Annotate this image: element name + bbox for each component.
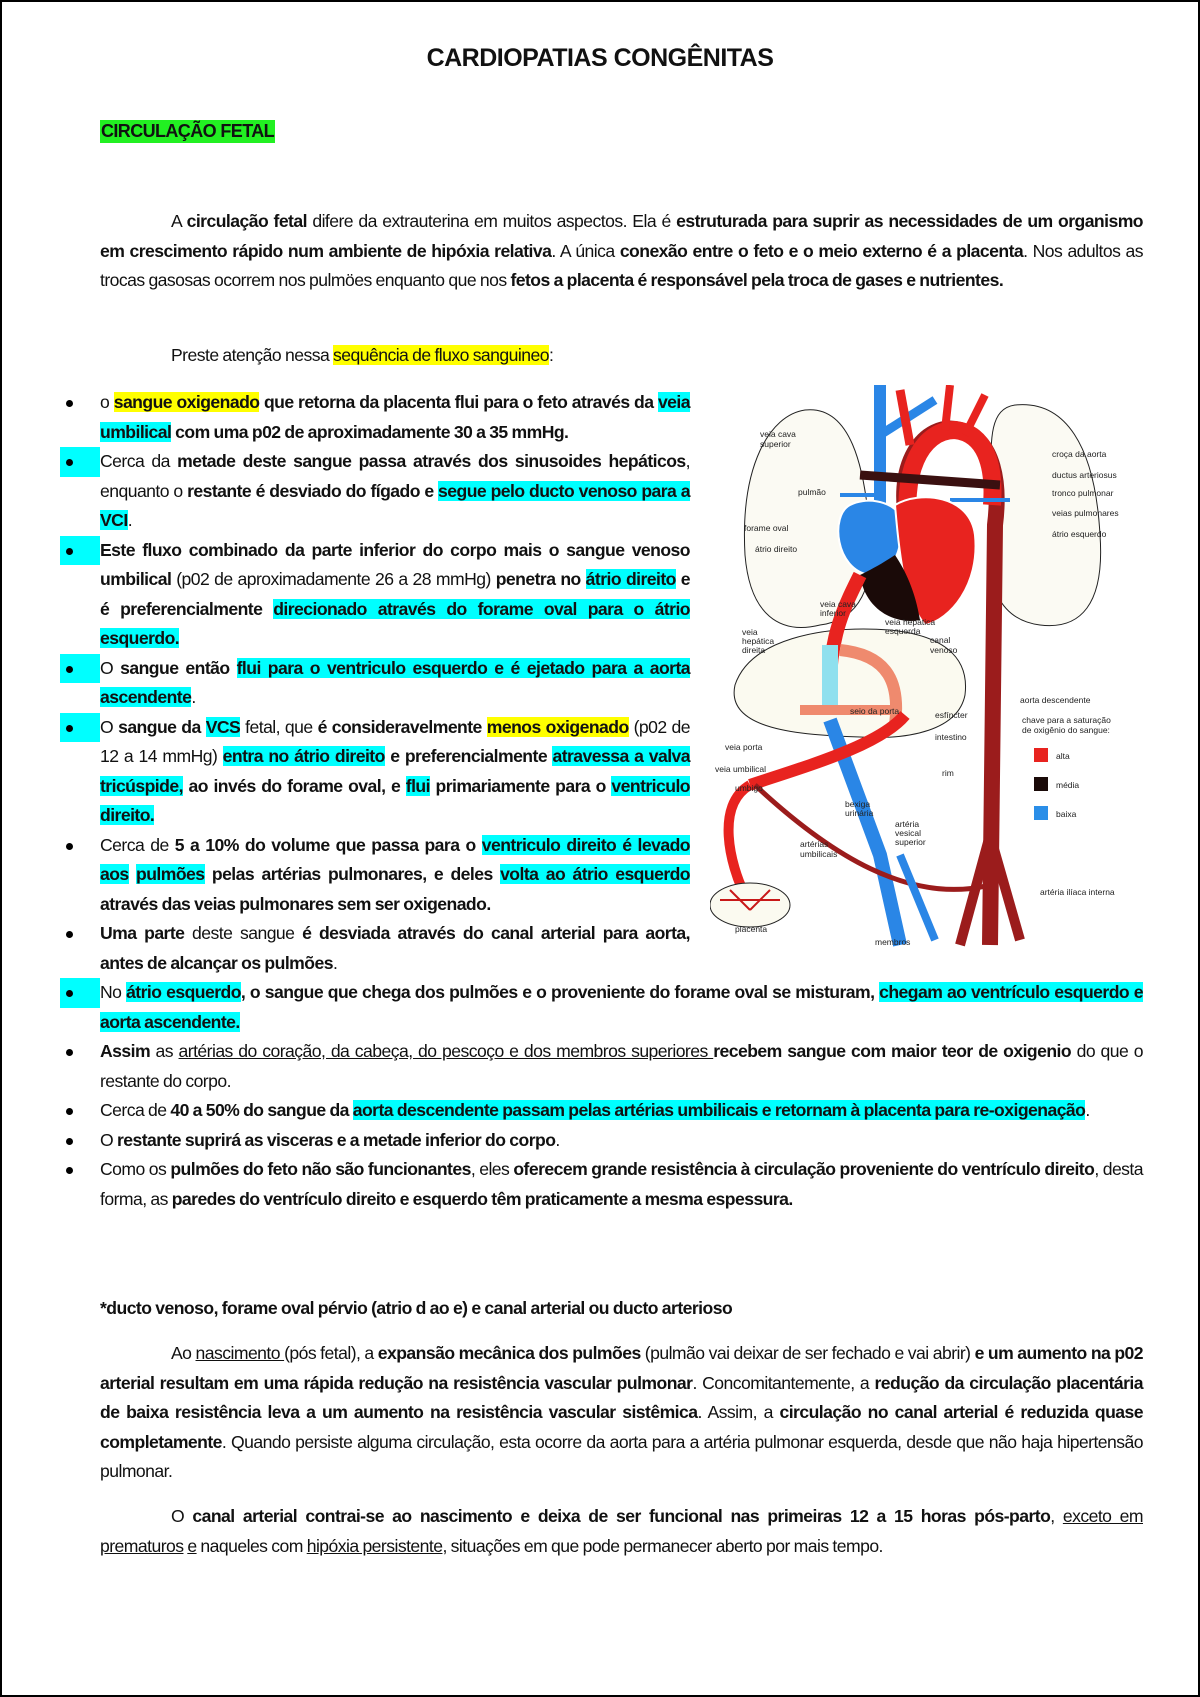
label-veia-cava-inferior: inferior [820, 608, 846, 618]
label-arterias-umbilicais: umbilicais [800, 849, 838, 859]
label-rim: rim [942, 768, 954, 778]
text-bold: com uma p02 de aproximadamente 30 a 35 mmHg. [171, 421, 569, 442]
text: as [150, 1041, 179, 1061]
label-canal-venoso: venoso [930, 645, 958, 655]
text: , desta forma, as [100, 1159, 1144, 1209]
label-veia-cava-superior: superior [760, 439, 791, 449]
text: fetal, que [240, 716, 318, 737]
bullet-icon [60, 1037, 100, 1067]
text: , enquanto o [100, 451, 690, 501]
label-veia-hepatica-direita: direita [742, 645, 766, 655]
label-tronco-pulmonar: tronco pulmonar [1052, 488, 1114, 498]
bullet-icon [60, 978, 100, 1008]
bullet-icon [60, 919, 100, 949]
text: , eles [470, 1159, 514, 1179]
text-bold: ao invés do forame oval, e [182, 775, 406, 796]
highlight-cyan: veia umbilical [100, 392, 690, 442]
text-bold: que retorna da placenta flui para o feto através da [259, 392, 658, 412]
label-veia-hepatica-esquerda: veia hepática [885, 617, 936, 627]
birth-paragraph [100, 1339, 1143, 1487]
text-bold: paredes do ventrículo direito e esquerdo têm praticamente a mesma espessura. [171, 1188, 793, 1209]
legend-title: de oxigênio do sangue: [1022, 725, 1110, 735]
highlight-cyan: segue pelo ducto venoso para a VCI [100, 480, 690, 530]
text-bold [129, 864, 136, 884]
text: A [171, 211, 187, 231]
label-arterias-umbilicais: artérias [800, 839, 829, 849]
text-bold: conexão entre o feto e o meio externo é a placenta [619, 240, 1024, 261]
label-veia-hepatica-direita: veia [742, 627, 758, 637]
text-bold: pelas artérias pulmonares, e deles [204, 864, 501, 884]
text-bold: e preferencialmente [384, 746, 553, 766]
legend-swatch-high [1034, 748, 1048, 762]
bullet-icon [60, 388, 100, 418]
label-intestino: intestino [935, 732, 967, 742]
highlight-yellow: menos oxigenado [486, 716, 629, 737]
label-forame-oval: forame oval [744, 523, 789, 533]
text-bold: fetos a placenta é responsável pela troca de gases e nutrientes. [510, 270, 1004, 290]
text: (p02 de aproximadamente 26 a 28 mmHg) [171, 569, 496, 589]
text-bold: sangue então [120, 657, 237, 678]
text: . [555, 1129, 560, 1150]
text-bold: 5 a 10% do volume que passa para o [174, 834, 482, 855]
text: O [100, 657, 121, 678]
label-arteria-vesical-superior: artéria [895, 819, 920, 829]
highlight-cyan: ventriculo direito. [100, 775, 690, 825]
text-bold: recebem sangue com maior teor de oxigenio [713, 1041, 1072, 1061]
bullet-icon [60, 447, 100, 477]
label-veias-pulmonares: veias pulmonares [1052, 508, 1119, 518]
text: . Nos adultos as trocas gasosas ocorrem nos pulmöes enquanto que nos [100, 240, 1143, 290]
bullet-icon [60, 713, 100, 743]
umbilical-cord [729, 785, 750, 895]
label-atrio-esquerdo: átrio esquerdo [1052, 529, 1107, 539]
text: , situações em que pode permanecer aberto por mais tempo. [442, 1535, 883, 1556]
label-arteria-vesical-superior: superior [895, 837, 926, 847]
legend-swatch-low [1034, 806, 1048, 820]
text: naqueles com [196, 1535, 307, 1556]
text-bold: sangue da [118, 716, 206, 737]
highlight-cyan: pulmões [136, 864, 205, 884]
oxygen-legend [1034, 748, 1079, 820]
text-bold: através das veias pulmonares sem ser oxigenado. [100, 893, 491, 914]
text-bold: restante é desviado do fígado e [187, 480, 439, 501]
aorta-branch-2 [945, 385, 950, 430]
text: . Assim, a [697, 1402, 780, 1422]
text: (pulmão vai deixar de ser fechado e vai abrir) [640, 1343, 975, 1363]
text: . [1085, 1100, 1090, 1120]
label-canal-venoso: canal [930, 635, 951, 645]
text-bold: metade deste sangue passa através dos sinusoides hepáticos [177, 451, 686, 471]
text-bold: Este fluxo combinado da parte inferior do corpo mais o sangue venoso umbilical [100, 539, 690, 589]
text: deste sangue [184, 923, 303, 943]
label-veia-hepatica-direita: hepática [742, 636, 775, 646]
list-item [0, 1126, 1143, 1156]
legend-label-high: alta [1056, 751, 1070, 761]
text: Preste atenção nessa [171, 345, 334, 365]
text: . [332, 952, 338, 973]
text: . Concomitantemente, a [692, 1372, 875, 1393]
text-bold: Assim [100, 1041, 151, 1061]
text-underlined: exceto em prematuros [100, 1506, 1143, 1556]
highlight-cyan: VCS [205, 716, 241, 737]
label-veia-porta: veia porta [725, 742, 763, 752]
text: do que o restante do corpo. [100, 1041, 1143, 1091]
text: . A única [551, 240, 620, 261]
list-item [0, 1037, 1143, 1096]
text: Cerca de [100, 834, 175, 855]
legend-swatch-medium [1034, 777, 1048, 791]
intro-paragraph [100, 207, 1143, 296]
text-bold: primariamente para o [429, 775, 612, 796]
note-text: *ducto venoso, forame oval pérvio (atrio d ao e) e canal arterial ou ducto arterioso [100, 1298, 733, 1318]
highlight-cyan: átrio esquerdo [126, 982, 241, 1002]
label-esfincter: esfíncter [935, 710, 968, 720]
label-umbigo: umbigo [735, 783, 763, 793]
highlight-cyan: átrio direito [585, 569, 676, 589]
list-item [0, 447, 690, 536]
text-bold: expansão mecânica dos pulmões [377, 1343, 641, 1363]
text: O [171, 1506, 193, 1526]
label-bexiga-urinaria: urinária [845, 808, 874, 818]
text-bold: estruturada para suprir as necessidades de um organismo em crescimento rápido num ambiente de hipóxia relativa [100, 211, 1143, 261]
bullet-icon [60, 536, 100, 566]
bullet-icon [60, 831, 100, 861]
list-item [0, 388, 690, 447]
label-veia-umbilical: veia umbilical [715, 764, 767, 774]
text-bold: é consideravelmente [317, 716, 487, 737]
aorta-branch-1 [900, 390, 910, 445]
highlight-yellow: sangue oxigenado [113, 392, 260, 412]
label-veia-hepatica-esquerda: esquerda [885, 626, 921, 636]
label-arteria-vesical-superior: vesical [895, 828, 921, 838]
text: , [1050, 1506, 1063, 1526]
label-atrio-direito: átrio direito [755, 544, 798, 554]
text-underlined: e [187, 1535, 197, 1556]
label-seio-da-porta: seio da porta [850, 706, 900, 716]
list-item [0, 978, 1143, 1037]
list-item [0, 831, 690, 920]
highlight-cyan: flui [405, 775, 430, 796]
text-bold: é desviada através do canal arterial para aorta, antes de alcançar os pulmões [100, 923, 690, 973]
text-bold: circulação no canal arterial é reduzida quase completamente [100, 1402, 1143, 1452]
canal-paragraph [100, 1502, 1143, 1561]
label-membros: membros [875, 937, 911, 947]
text-bold: , o sangue que chega dos pulmões e o proveniente do forame oval se misturam, [240, 982, 880, 1002]
label-placenta: placenta [735, 924, 768, 934]
text-bold: circulação fetal [186, 211, 307, 231]
text: No [100, 982, 127, 1002]
attention-paragraph [100, 341, 1143, 371]
text: O [100, 1129, 117, 1150]
text-underlined: nascimento [195, 1343, 285, 1363]
section-heading: CIRCULAÇÃO FETAL [101, 121, 275, 141]
highlight-cyan: atravessa a valva tricúspide, [100, 746, 691, 796]
list-item [0, 919, 690, 978]
highlight-cyan: ventriculo direito é levado aos [100, 834, 690, 884]
legend-title: chave para a saturação [1022, 715, 1111, 725]
label-bexiga-urinaria: bexiga [845, 799, 871, 809]
label-veia-cava-inferior: veia cava [820, 599, 856, 609]
page-title: CARDIOPATIAS CONGÊNITAS [426, 44, 774, 72]
text-bold: canal arterial contrai-se ao nascimento e deixa de ser funcional nas primeiras 12 a 15 horas pós-parto [192, 1506, 1051, 1526]
list-item [0, 536, 690, 654]
text: Ao [171, 1343, 196, 1363]
highlight-cyan: flui para o ventriculo esquerdo e é ejetado para a aorta ascendente [100, 657, 690, 707]
label-pulmao: pulmão [798, 487, 826, 497]
text: Cerca da [100, 451, 178, 471]
text-underlined: hipóxia persistente [306, 1535, 443, 1556]
label-ductus-arteriosus: ductus arteriosus [1052, 470, 1117, 480]
list-item [0, 1096, 1143, 1126]
list-item [0, 713, 690, 831]
bullet-icon [60, 1126, 100, 1156]
text: Cerca de [100, 1100, 171, 1120]
placenta-shape [710, 883, 790, 927]
text-bold: oferecem grande resistência à circulação proveniente do ventrículo direito [513, 1159, 1095, 1179]
text-bold: Uma parte [100, 923, 185, 943]
text-bold: e um aumento na p02 arterial resultam em uma rápida redução na resistência vascular pulmonar [100, 1343, 1144, 1393]
note-paragraph [100, 1294, 1143, 1324]
text: : [548, 345, 554, 365]
text: Como os [100, 1159, 171, 1179]
highlight-cyan: volta ao átrio esquerdo [500, 864, 691, 884]
text: O [100, 716, 119, 737]
text-bold: pulmões do feto não são funcionantes [170, 1159, 471, 1179]
fetal-circulation-diagram [710, 385, 1150, 955]
text: . [191, 687, 196, 707]
text: (pós fetal), a [284, 1343, 378, 1363]
highlight-yellow: sequência de fluxo sanguineo [333, 345, 549, 365]
bullet-icon [60, 654, 100, 684]
text-underlined: artérias do coração, da cabeça, do pescoço e dos membros superiores [178, 1041, 714, 1061]
legend-label-low: baixa [1056, 809, 1077, 819]
text-bold: penetra no [495, 569, 586, 589]
iliac-vein-right [900, 855, 935, 940]
bullet-icon [60, 1096, 100, 1126]
text: . Quando persiste alguma circulação, esta ocorre da aorta para a artéria pulmonar esquerda, desde que não haja hipertensão pulmonar. [100, 1431, 1143, 1481]
text-bold: e é preferencialmente [100, 569, 691, 619]
legend-label-medium: média [1056, 780, 1080, 790]
list-item [0, 1155, 1143, 1214]
text: difere da extrauterina em muitos aspectos. Ela é [306, 211, 677, 231]
highlight-cyan: chegam ao ventrículo esquerdo e aorta ascendente. [100, 982, 1143, 1032]
highlight-cyan: aorta descendente passam pelas artérias umbilicais e retornam à placenta para re-oxigenação [352, 1100, 1086, 1120]
text-bold: 40 a 50% do sangue da [170, 1100, 353, 1120]
label-veia-cava-superior: veia cava [760, 429, 796, 439]
text: o [100, 392, 114, 412]
label-aorta-descendente: aorta descendente [1020, 695, 1091, 705]
bullet-icon [60, 1155, 100, 1185]
label-croca-aorta: croça da aorta [1052, 449, 1107, 459]
text: . [127, 510, 133, 530]
label-arteria-iliaca-interna: artéria ilíaca interna [1040, 887, 1115, 897]
list-item [0, 654, 690, 713]
text: (p02 de 12 a 14 mmHg) [100, 716, 691, 766]
highlight-cyan: entra no átrio direito [222, 746, 385, 766]
text-bold: redução da circulação placentária de baixa resistência leva a um aumento na resistência vascular sistêmica [100, 1372, 1143, 1422]
text-bold: restante suprirá as visceras e a metade inferior do corpo [116, 1129, 556, 1150]
highlight-cyan: direcionado através do forame oval para o átrio esquerdo. [100, 598, 690, 648]
